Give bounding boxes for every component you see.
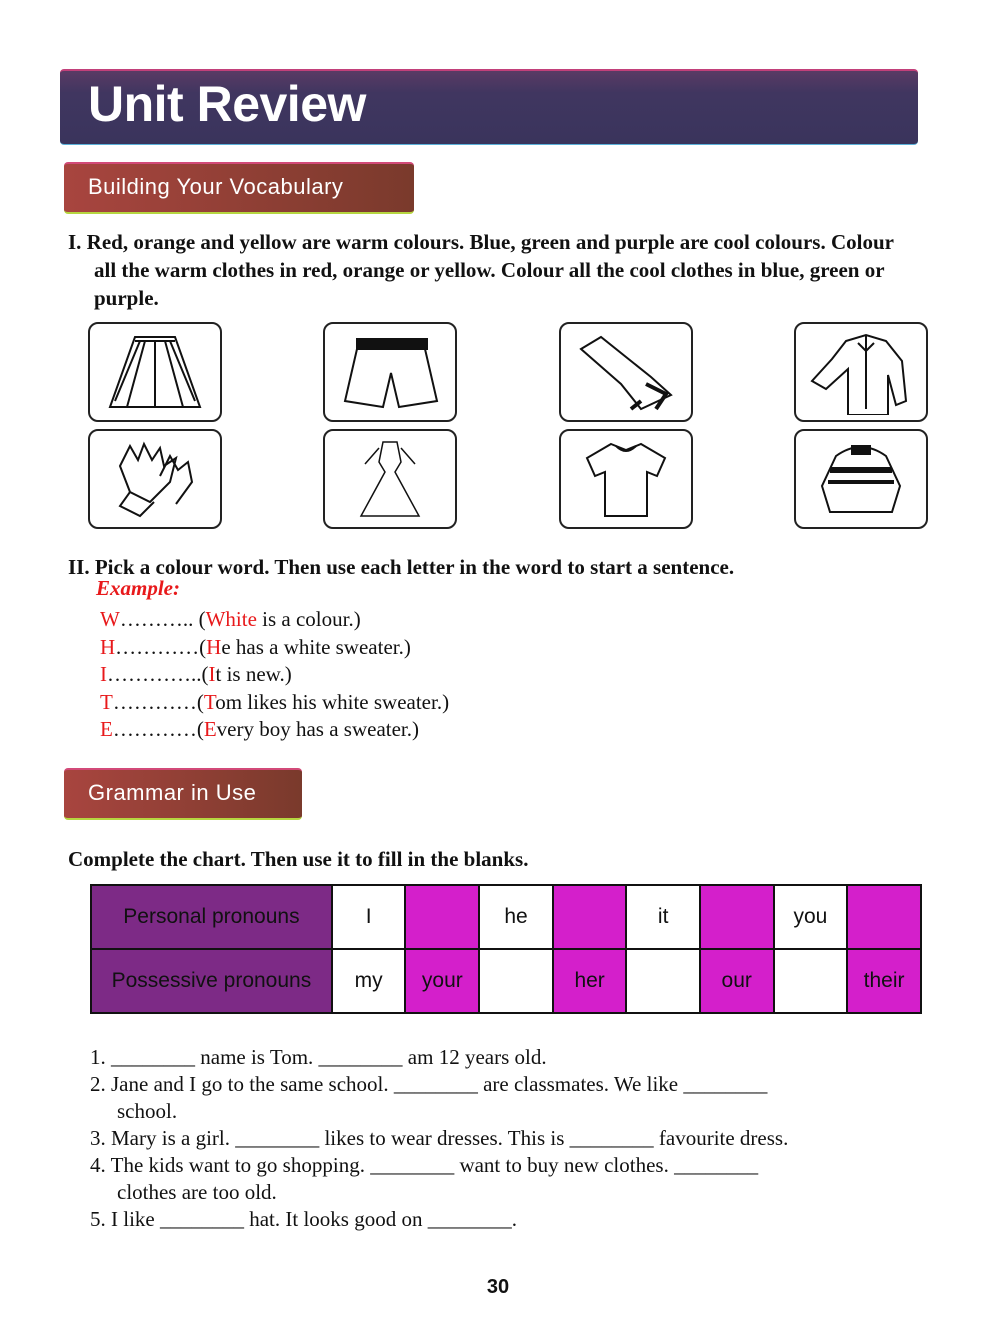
example-line	[100, 634, 449, 662]
part1-instruction	[68, 228, 918, 312]
sentence-3: 3. Mary is a girl. ________ likes to wear dresses. This is ________ favourite dress.	[90, 1126, 789, 1150]
chart-cell-blank[interactable]	[774, 949, 848, 1013]
sweater-icon	[806, 436, 916, 522]
shorts-picture[interactable]	[323, 322, 457, 422]
scarf-picture[interactable]	[559, 322, 693, 422]
sentence-1: 1. ________ name is Tom. ________ am 12 years old.	[90, 1045, 547, 1069]
chart-cell-blank[interactable]	[553, 885, 627, 949]
letter: I	[100, 662, 107, 686]
sentence-rest: om likes his white sweater.)	[215, 689, 450, 714]
dots: …………..(	[107, 662, 209, 686]
example-line	[100, 661, 449, 689]
letter: E	[100, 717, 113, 741]
chart-cell: my	[332, 949, 406, 1013]
part1-instruction-text: I. Red, orange and yellow are warm colours. Blue, green and purple are cool colours. Colour all the warm clothes in red, orange or yellow. Colour all the cool clothes in blue, green or purple.	[68, 230, 894, 310]
sweater-picture[interactable]	[794, 429, 928, 529]
example-line	[100, 689, 449, 717]
page-title: Unit Review	[88, 76, 366, 132]
sentence-4: 4. The kids want to go shopping. ________ want to buy new clothes. ________	[90, 1153, 759, 1177]
chart-instruction: Complete the chart. Then use it to fill in the blanks.	[68, 847, 529, 871]
dress-picture[interactable]	[323, 429, 457, 529]
exercise-sentences	[90, 1044, 930, 1233]
sentence-5: 5. I like ________ hat. It looks good on ________.	[90, 1207, 517, 1231]
dress-icon	[335, 436, 445, 522]
dots: …………(	[115, 634, 207, 659]
page-number: 30	[486, 1276, 510, 1298]
letter: H	[100, 634, 116, 659]
word-start: White	[205, 607, 257, 631]
sentence-4-cont: clothes are too old.	[117, 1180, 277, 1204]
chart-cell: you	[774, 885, 848, 949]
chart-cell: her	[553, 949, 627, 1013]
word-start: E	[203, 717, 217, 741]
chart-row-possessive	[91, 949, 921, 1013]
example-line	[100, 606, 449, 634]
section-label: Grammar in Use	[88, 780, 257, 805]
chart-row-personal	[91, 885, 921, 949]
chart-cell: it	[626, 885, 699, 949]
pronoun-chart	[90, 884, 922, 1014]
shorts-icon	[335, 329, 445, 415]
word-start: T	[203, 689, 216, 714]
chart-cell-blank[interactable]	[847, 885, 921, 949]
jacket-picture[interactable]	[794, 322, 928, 422]
chart-cell-blank[interactable]	[700, 885, 774, 949]
skirt-icon	[100, 329, 210, 415]
sentence-rest: is a colour.)	[256, 607, 361, 631]
example-line	[100, 716, 449, 744]
jacket-icon	[806, 329, 916, 415]
scarf-icon	[571, 329, 681, 415]
t-shirt-picture[interactable]	[559, 429, 693, 529]
chart-cell: your	[405, 949, 479, 1013]
sentence-rest: e has a white sweater.)	[221, 634, 411, 659]
chart-cell: I	[332, 885, 406, 949]
part2-instruction: II. Pick a colour word. Then use each letter in the word to start a sentence.	[68, 555, 735, 579]
section-tag-vocabulary	[64, 162, 414, 214]
dots: …………(	[112, 717, 204, 741]
gloves-picture[interactable]	[88, 429, 222, 529]
skirt-picture[interactable]	[88, 322, 222, 422]
word-start: I	[208, 662, 216, 686]
letter: T	[100, 689, 113, 714]
chart-cell: their	[847, 949, 921, 1013]
dots: …………(	[112, 689, 204, 714]
example-label: Example:	[96, 576, 180, 600]
letter: W	[100, 607, 120, 631]
chart-cell-blank[interactable]	[479, 949, 553, 1013]
dots: ……….. (	[119, 607, 206, 631]
gloves-icon	[100, 436, 210, 522]
chart-cell: he	[479, 885, 553, 949]
t-shirt-icon	[571, 436, 681, 522]
row-header: Personal pronouns	[91, 885, 332, 949]
section-tag-grammar	[64, 768, 302, 820]
chart-cell-blank[interactable]	[626, 949, 699, 1013]
sentence-rest: very boy has a sweater.)	[216, 717, 419, 741]
chart-cell-blank[interactable]	[405, 885, 479, 949]
word-start: H	[206, 634, 222, 659]
sentence-2-cont: school.	[117, 1099, 178, 1123]
unit-header	[60, 69, 918, 145]
example-lines	[100, 606, 449, 744]
sentence-2: 2. Jane and I go to the same school. ________ are classmates. We like ________	[90, 1072, 768, 1096]
sentence-rest: t is new.)	[215, 662, 292, 686]
section-label: Building Your Vocabulary	[88, 174, 344, 199]
chart-cell: our	[700, 949, 774, 1013]
row-header: Possessive pronouns	[91, 949, 332, 1013]
